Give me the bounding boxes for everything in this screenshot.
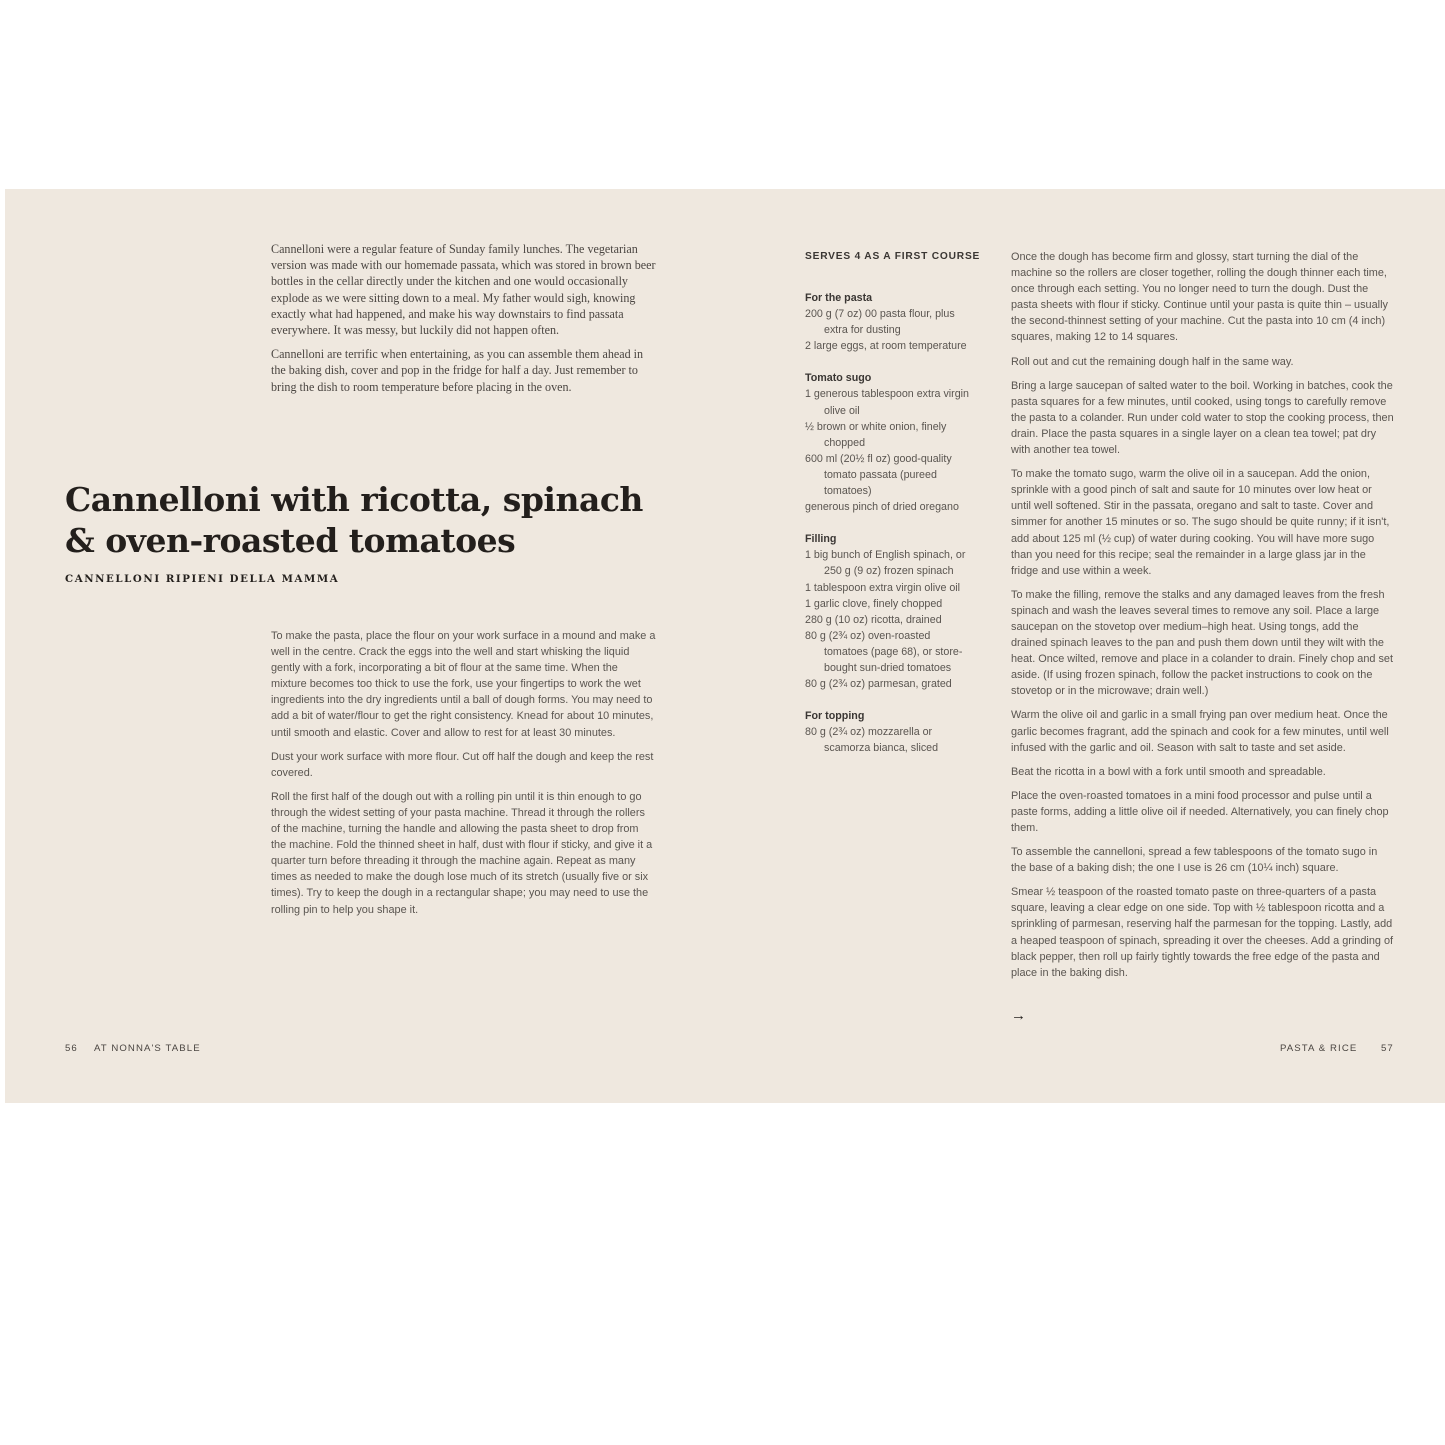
ingredient-group: [805, 531, 975, 692]
ingredient-group: [805, 708, 975, 756]
ingredient-item: 600 ml (20½ fl oz) good-quality tomato passata (pureed tomatoes): [805, 452, 952, 498]
ingredient-item: ½ brown or white onion, finely chopped: [805, 420, 947, 449]
serves-label: SERVES 4 AS A FIRST COURSE: [805, 251, 981, 262]
method-paragraph: Once the dough has become firm and glossy, start turning the dial of the machine so the rollers are closer together, rolling the dough thinner each time, once through each setting. You no longer need to turn the dough. Dust the pasta sheets with flour if sticky. Continue until your pasta is quite thin – usually the second-thinnest setting of your machine. Cut the pasta into 10 cm (4 inch) squares, making 12 to 14 squares.: [1011, 251, 1388, 344]
ingredient-group-heading: Filling: [805, 533, 837, 546]
ingredients-list: [805, 290, 975, 772]
right-page: [725, 189, 1445, 1103]
ingredient-group-heading: For the pasta: [805, 292, 873, 304]
method-paragraph: Beat the ricotta in a bowl with a fork until smooth and spreadable.: [1011, 765, 1326, 778]
intro-paragraph: Cannelloni were a regular feature of Sunday family lunches. The vegetarian version was made with our homemade passata, which was stored in brown beer bottles in the cellar directly under the kitchen and one would occasionally explode as we were sitting down to a meal. My father would sigh, knowing exactly what had happened, and make his way downstairs to find passata everywhere. It was messy, but luckily did not happen often.: [271, 242, 656, 338]
method-paragraph: Roll the first half of the dough out with a rolling pin until it is thin enough to go through the widest setting of your pasta machine. Thread it through the rollers of the machine, turning the handle and allowing the pasta sheet to drop from the machine. Fold the thinned sheet in half, dust with flour if sticky, and give it a quarter turn before threading it through the machine again. Repeat as many times as needed to make the dough lose much of its stretch (usually five or six times). Try to keep the dough in a rectangular shape; you may need to use the rolling pin to help you shape it.: [271, 790, 653, 916]
ingredient-item: 200 g (7 oz) 00 pasta flour, plus extra for dusting: [805, 308, 955, 337]
running-head-right: PASTA & RICE: [1280, 1043, 1358, 1054]
ingredient-item: 280 g (10 oz) ricotta, drained: [805, 613, 942, 626]
method-paragraph: To assemble the cannelloni, spread a few tablespoons of the tomato sugo in the base of a baking dish; the one I use is 26 cm (10¼ inch) square.: [1011, 846, 1378, 875]
method-text-left: [271, 628, 656, 926]
ingredient-item: generous pinch of dried oregano: [805, 501, 959, 514]
book-spread: [5, 189, 1445, 1103]
method-paragraph: Dust your work surface with more flour. Cut off half the dough and keep the rest covered.: [271, 750, 654, 779]
ingredient-item: 80 g (2¾ oz) parmesan, grated: [805, 678, 952, 691]
method-text-right: [1011, 249, 1394, 989]
ingredient-item: 1 big bunch of English spinach, or 250 g (9 oz) frozen spinach: [805, 549, 966, 578]
ingredient-group-heading: For topping: [805, 710, 865, 723]
continue-arrow-icon: →: [1011, 1007, 1026, 1024]
ingredient-group: [805, 290, 975, 354]
ingredient-item: 1 tablespoon extra virgin olive oil: [805, 581, 961, 594]
ingredient-group-heading: Tomato sugo: [805, 372, 872, 385]
ingredient-item: 80 g (2¾ oz) oven-roasted tomatoes (page 68), or store-bought sun-dried tomatoes: [805, 629, 963, 674]
method-paragraph: Warm the olive oil and garlic in a small frying pan over medium heat. Once the garlic becomes fragrant, add the spinach and cook for a few minutes, until well infused with the garlic and oil. Season with salt to taste and set aside.: [1011, 709, 1389, 754]
ingredient-item: 1 generous tablespoon extra virgin olive oil: [805, 388, 969, 417]
ingredient-item: 80 g (2¾ oz) mozzarella or scamorza bianca, sliced: [805, 726, 939, 755]
method-paragraph: Place the oven-roasted tomatoes in a mini food processor and pulse until a paste forms, adding a little olive oil if needed. Alternatively, you can finely chop them.: [1011, 789, 1389, 834]
recipe-subtitle: CANNELLONI RIPIENI DELLA MAMMA: [65, 573, 340, 585]
ingredient-item: 1 garlic clove, finely chopped: [805, 597, 943, 610]
page-number-right: 57: [1381, 1043, 1394, 1054]
running-head-left: AT NONNA'S TABLE: [94, 1043, 201, 1054]
method-paragraph: To make the tomato sugo, warm the olive oil in a saucepan. Add the onion, sprinkle with a good pinch of salt and saute for 10 minutes over low heat or until well softened. Stir in the passata, oregano and salt to taste. Cover and simmer for another 15 minutes or so. The sugo should be quite runny; if it isn't, add about 125 ml (½ cup) of water during cooking. You will have more sugo than you need for this recipe; seal the remainder in a large glass jar in the fridge and use within a week.: [1011, 468, 1390, 577]
ingredient-group: [805, 370, 975, 515]
page-number-left: 56: [65, 1043, 78, 1054]
intro-text: [271, 241, 656, 403]
left-page: [5, 189, 725, 1103]
intro-paragraph: Cannelloni are terrific when entertaining, as you can assemble them ahead in the baking dish, cover and pop in the fridge for half a day. Just remember to bring the dish to room temperature before placing in the oven.: [271, 347, 644, 394]
method-paragraph: Roll out and cut the remaining dough half in the same way.: [1011, 355, 1294, 368]
recipe-title: Cannelloni with ricotta, spinach & oven-roasted tomatoes: [65, 480, 643, 560]
ingredient-item: 2 large eggs, at room temperature: [805, 340, 967, 353]
method-paragraph: Smear ½ teaspoon of the roasted tomato paste on three-quarters of a pasta square, leaving a clear edge on one side. Top with ½ tablespoon ricotta and a sprinkling of parmesan, reserving half the parmesan for the topping. Lastly, add a heaped teaspoon of spinach, spreading it over the cheeses. Add a grinding of black pepper, then roll up fairly tightly towards the free edge of the pasta and place in the baking dish.: [1011, 886, 1394, 979]
method-paragraph: Bring a large saucepan of salted water to the boil. Working in batches, cook the pasta squares for a few minutes, until cooked, using tongs to carefully remove the pasta to a colander. Run under cold water to stop the cooking process, then drain. Place the pasta squares in a single layer on a clean tea towel; pat dry with another tea towel.: [1011, 379, 1394, 457]
method-paragraph: To make the filling, remove the stalks and any damaged leaves from the fresh spinach and wash the leaves several times to remove any soil. Place a large saucepan on the stovetop over medium–high heat. Using tongs, add the drained spinach leaves to the pan and push them down until they wilt with the heat. Once wilted, remove and place in a colander to drain. Finely chop and set aside. (If using frozen spinach, follow the packet instructions to cook on the stovetop or in the microwave; drain well.): [1011, 588, 1394, 698]
method-paragraph: To make the pasta, place the flour on your work surface in a mound and make a well in the centre. Crack the eggs into the well and start whisking the liquid gently with a fork, incorporating a bit of flour at the same time. When the mixture becomes too thick to use the fork, use your fingertips to work the wet ingredients into the dry ingredients until a ball of dough forms. You may need to add a bit of water/flour to get the right consistency. Knead for about 10 minutes, until smooth and elastic. Cover and allow to rest for at least 30 minutes.: [271, 630, 656, 739]
